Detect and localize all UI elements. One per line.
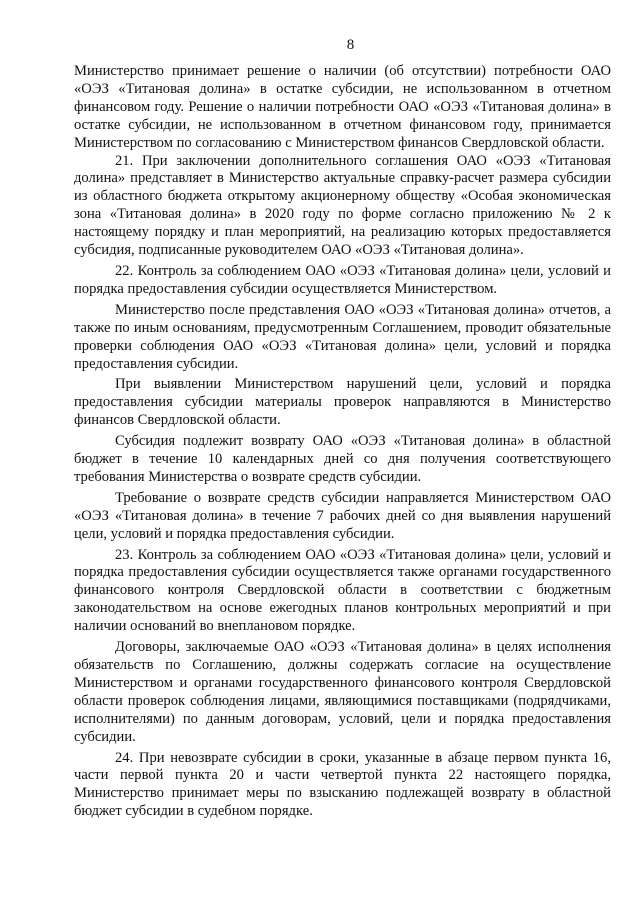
document-body	[74, 63, 611, 821]
paragraph-contracts: Договоры, заключаемые ОАО «ОЭЗ «Титановая долина» в целях исполнения обязательств по Соглашению, должны содержать согласие на осуществление Министерством и органами государственного финансового контроля Свердловской области проверок соблюдения лицами, являющимися поставщиками (подрядчиками, исполнителями) по данным договорам, условий, цели и порядка предоставления субсидии.	[74, 639, 611, 745]
paragraph-item-24: 24. При невозврате субсидии в сроки, указанные в абзаце первом пункта 16, части первой пункта 20 и части четвертой пункта 22 настоящего порядка, Министерство принимает меры по взысканию подлежащей возврату в областной бюджет субсидии в судебном порядке.	[74, 749, 611, 820]
paragraph-violations: При выявлении Министерством нарушений цели, условий и порядка предоставления субсидии материалы проверок направляются в Министерство финансов Свердловской области.	[74, 376, 611, 429]
paragraph-refund-demand: Требование о возврате средств субсидии направляется Министерством ОАО «ОЭЗ «Титановая долина» в течение 7 рабочих дней со дня выявления нарушений цели, условий и порядка предоставления субсидии.	[74, 489, 611, 542]
paragraph-item-22: 22. Контроль за соблюдением ОАО «ОЭЗ «Титановая долина» цели, условий и порядка предоставления субсидии осуществляется Министерством.	[74, 262, 611, 297]
paragraph-refund: Субсидия подлежит возврату ОАО «ОЭЗ «Титановая долина» в областной бюджет в течение 10 календарных дней со дня получения соответствующего требования Министерства о возврате средств субсидии.	[74, 433, 611, 485]
paragraph-item-21: 21. При заключении дополнительного соглашения ОАО «ОЭЗ «Титановая долина» представляет в Министерство актуальные справку-расчет размера субсидии из областного бюджета открытому акционерному обществу «Особая экономическая зона «Титановая долина» в 2020 году по форме согласно приложению № 2 к настоящему порядку и план мероприятий, на реализацию которых предоставляется субсидия, подписанные руководителем ОАО «ОЭЗ «Титановая долина».	[74, 152, 611, 259]
page-number: 8	[346, 37, 355, 53]
paragraph-item-23: 23. Контроль за соблюдением ОАО «ОЭЗ «Титановая долина» цели, условий и порядка предоставления субсидии осуществляется также органами государственного финансового контроля Свердловской области в соответствии с бюджетным законодательством на основе ежегодных планов контрольных мероприятий и при наличии оснований во внеплановом порядке.	[74, 546, 611, 635]
paragraph-continuation: Министерство принимает решение о наличии (об отсутствии) потребности ОАО «ОЭЗ «Титановая долина» в остатке субсидии, не использованном в отчетном финансовом году. Решение о наличии потребности ОАО «ОЭЗ «Титановая долина» в остатке субсидии, не использованном в отчетном финансовом году, принимается Министерством по согласованию с Министерством финансов Свердловской области.	[74, 63, 611, 151]
paragraph-ministry-checks: Министерство после представления ОАО «ОЭЗ «Титановая долина» отчетов, а также по иным основаниям, предусмотренным Соглашением, проводит обязательные проверки соблюдения ОАО «ОЭЗ «Титановая долина» цели, условий и порядка предоставления субсидии.	[74, 301, 611, 372]
